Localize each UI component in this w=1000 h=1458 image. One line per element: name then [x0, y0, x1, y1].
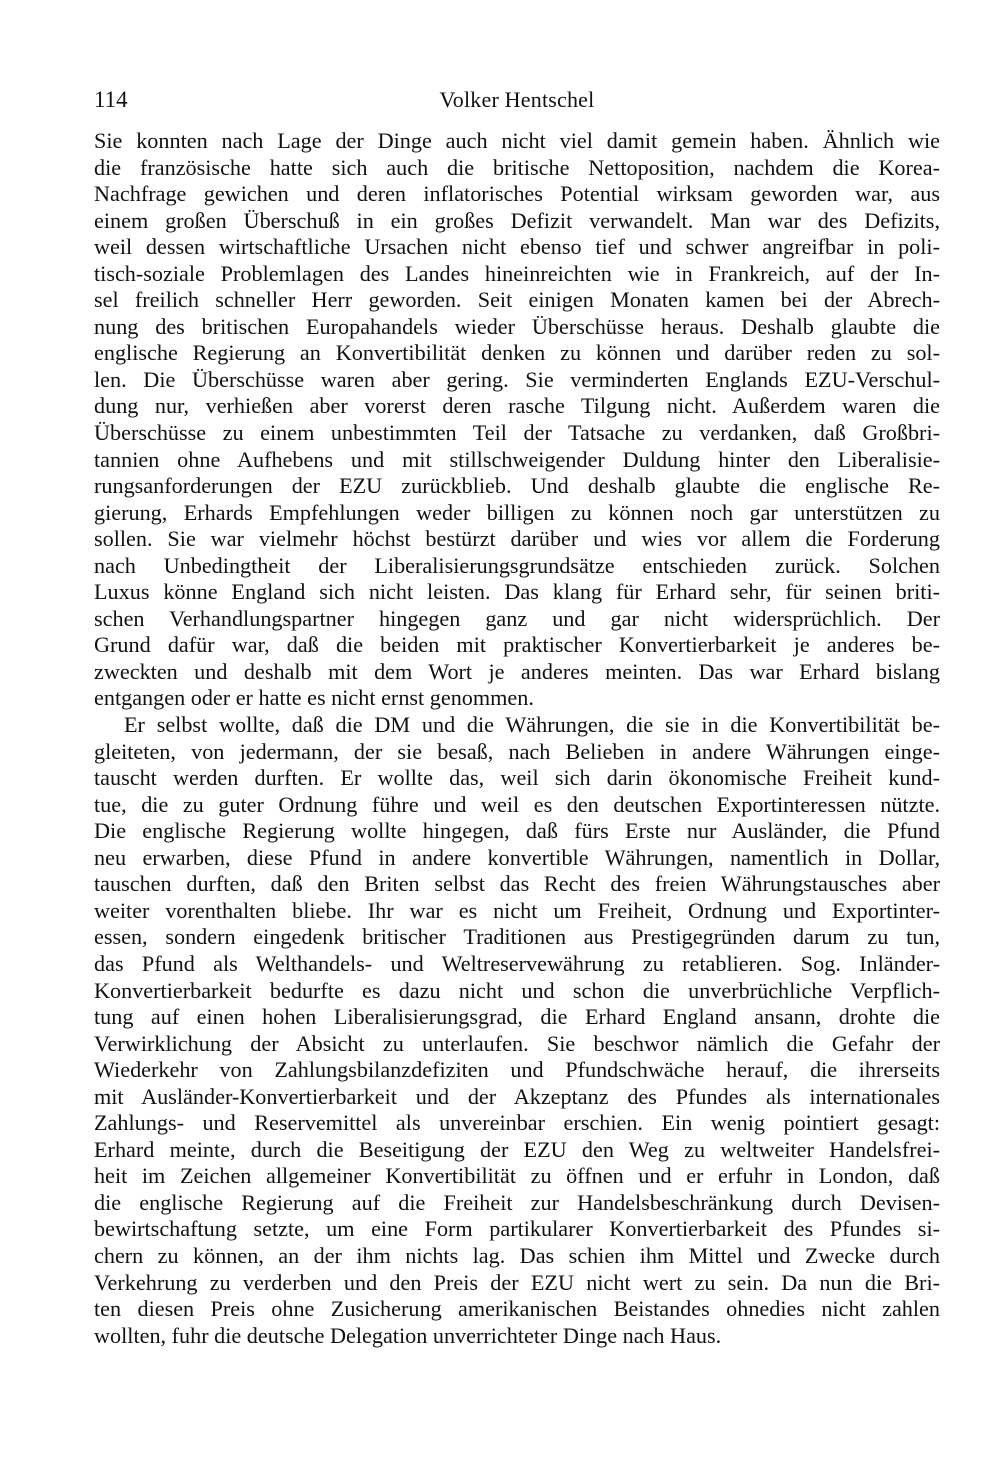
- text-line: len. Die Überschüsse waren aber gering. Sie verminderten Englands EZU-Verschul-: [94, 366, 940, 392]
- text-line: englische Regierung an Konvertibilität denken zu können und darüber reden zu sol-: [94, 340, 940, 366]
- text-line: Erhard meinte, durch die Beseitigung der EZU den Weg zu weltweiter Handelsfrei-: [94, 1136, 940, 1162]
- text-line: bewirtschaftung setzte, um eine Form partikularer Konvertierbarkeit des Pfundes si-: [94, 1216, 940, 1242]
- text-line: sel freilich schneller Herr geworden. Seit einigen Monaten kamen bei der Abrech-: [94, 287, 940, 313]
- text-line: sollen. Sie war vielmehr höchst bestürzt darüber und wies vor allem die Forderung: [94, 526, 940, 552]
- text-line: Er selbst wollte, daß die DM und die Währungen, die sie in die Konvertibilität be-: [124, 712, 940, 738]
- text-line: die englische Regierung auf die Freiheit zur Handelsbeschränkung durch Devisen-: [94, 1189, 940, 1215]
- text-line: tung auf einen hohen Liberalisierungsgrad, die Erhard England ansann, drohte die: [94, 1004, 940, 1030]
- text-line: tisch-soziale Problemlagen des Landes hineinreichten wie in Frankreich, auf der In-: [94, 260, 940, 286]
- text-line: chern zu können, an der ihm nichts lag. Das schien ihm Mittel und Zwecke durch: [94, 1242, 940, 1268]
- text-line: tannien ohne Aufhebens und mit stillschweigender Duldung hinter den Liberalisie-: [94, 446, 940, 472]
- running-head: Volker Hentschel: [439, 87, 595, 112]
- page-number: 114: [94, 87, 128, 112]
- text-line: ten diesen Preis ohne Zusicherung amerikanischen Beistandes ohnedies nicht zahlen: [94, 1296, 940, 1322]
- text-line: Verwirklichung der Absicht zu unterlaufen. Sie beschwor nämlich die Gefahr der: [94, 1030, 940, 1056]
- text-line: Die englische Regierung wollte hingegen, daß fürs Erste nur Ausländer, die Pfund: [94, 818, 940, 844]
- text-line: die französische hatte sich auch die britische Nettoposition, nachdem die Korea-: [94, 154, 940, 180]
- text-line: weil dessen wirtschaftliche Ursachen nicht ebenso tief und schwer angreifbar in poli-: [94, 234, 940, 260]
- text-line: Konvertierbarkeit bedurfte es dazu nicht und schon die unverbrüchliche Verpflich-: [94, 977, 940, 1003]
- text-line: einem großen Überschuß in ein großes Defizit verwandelt. Man war des Defizits,: [94, 207, 940, 233]
- page-header: [94, 84, 940, 116]
- text-line: tauschen durften, daß den Briten selbst das Recht des freien Währungstausches aber: [94, 871, 940, 897]
- text-line: tue, die zu guter Ordnung führe und weil es den deutschen Exportinteressen nützte.: [94, 791, 940, 817]
- text-line: nach Unbedingtheit der Liberalisierungsgrundsätze entschieden zurück. Solchen: [94, 552, 940, 578]
- text-line: heit im Zeichen allgemeiner Konvertibilität zu öffnen und er erfuhr in London, daß: [94, 1163, 940, 1189]
- text-line: Grund dafür war, daß die beiden mit praktischer Konvertierbarkeit je anderes be-: [94, 632, 940, 658]
- text-line: Nachfrage gewichen und deren inflatorisches Potential wirksam geworden war, aus: [94, 181, 940, 207]
- text-line: gleiteten, von jedermann, der sie besaß, nach Belieben in andere Währungen einge-: [94, 738, 940, 764]
- text-line: essen, sondern eingedenk britischer Traditionen aus Prestigegründen darum zu tun,: [94, 924, 940, 950]
- text-line: nung des britischen Europahandels wieder Überschüsse heraus. Deshalb glaubte die: [94, 313, 940, 339]
- text-line: Luxus könne England sich nicht leisten. Das klang für Erhard sehr, für seinen briti-: [94, 579, 940, 605]
- text-line: Verkehrung zu verderben und den Preis der EZU nicht wert zu sein. Da nun die Bri-: [94, 1269, 940, 1295]
- text-line: Überschüsse zu einem unbestimmten Teil der Tatsache zu verdanken, daß Großbri-: [94, 420, 940, 446]
- text-line: entgangen oder er hatte es nicht ernst genommen.: [94, 685, 534, 711]
- body-text: [94, 128, 940, 1349]
- text-line: gierung, Erhards Empfehlungen weder billigen zu können noch gar unterstützen zu: [94, 499, 940, 525]
- text-line: rungsanforderungen der EZU zurückblieb. Und deshalb glaubte die englische Re-: [94, 473, 940, 499]
- text-line: mit Ausländer-Konvertierbarkeit und der Akzeptanz des Pfundes als internationales: [94, 1083, 940, 1109]
- text-line: dung nur, verhießen aber vorerst deren rasche Tilgung nicht. Außerdem waren die: [94, 393, 940, 419]
- text-line: wollten, fuhr die deutsche Delegation unverrichteter Dinge nach Haus.: [94, 1322, 722, 1348]
- text-line: neu erwarben, diese Pfund in andere konvertible Währungen, namentlich in Dollar,: [94, 844, 940, 870]
- text-line: Wiederkehr von Zahlungsbilanzdefiziten und Pfundschwäche herauf, die ihrerseits: [94, 1057, 940, 1083]
- text-line: zweckten und deshalb mit dem Wort je anderes meinten. Das war Erhard bislang: [94, 658, 940, 684]
- text-line: das Pfund als Welthandels- und Weltreservewährung zu retablieren. Sog. Inländer-: [94, 950, 940, 976]
- text-line: Sie konnten nach Lage der Dinge auch nicht viel damit gemein haben. Ähnlich wie: [94, 128, 940, 153]
- text-line: Zahlungs- und Reservemittel als unvereinbar erschien. Ein wenig pointiert gesagt:: [94, 1110, 940, 1136]
- text-line: tauscht werden durften. Er wollte das, weil sich darin ökonomische Freiheit kund-: [94, 765, 940, 791]
- text-line: schen Verhandlungspartner hingegen ganz und gar nicht widersprüchlich. Der: [94, 605, 940, 631]
- text-line: weiter vorenthalten bliebe. Ihr war es nicht um Freiheit, Ordnung und Exportinter-: [94, 897, 940, 923]
